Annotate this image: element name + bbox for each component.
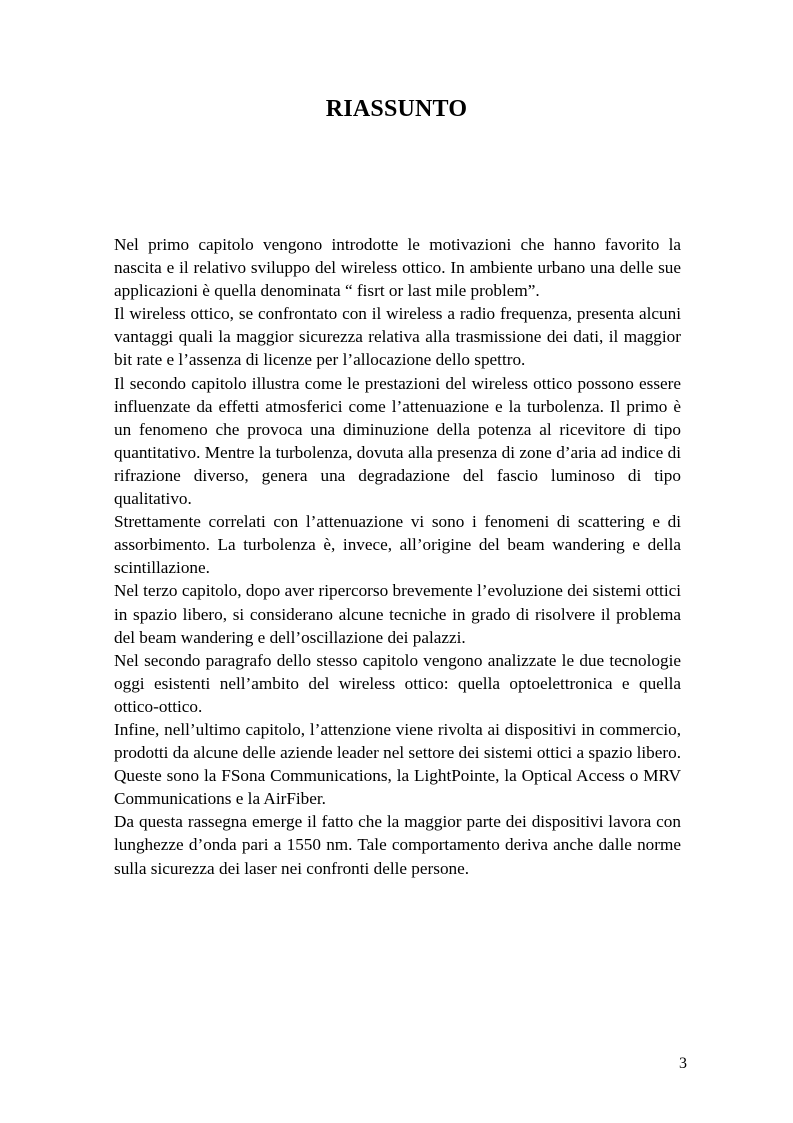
paragraph-6: Nel secondo paragrafo dello stesso capitolo vengono analizzate le due tecnologie oggi esistenti nell’ambito del wireless ottico: quella optoelettronica e quella ottico-ottico. [114, 650, 681, 716]
page-title: RIASSUNTO [325, 96, 468, 122]
paragraph-7: Infine, nell’ultimo capitolo, l’attenzione viene rivolta ai dispositivi in commercio, prodotti da alcune delle aziende leader nel settore dei sistemi ottici a spazio libero. Queste sono la FSona Communications, la LightPointe, la Optical Access o MRV Communications e la AirFiber. [114, 719, 681, 809]
paragraph-3: Il secondo capitolo illustra come le prestazioni del wireless ottico possono essere influenzate da effetti atmosferici come l’attenuazione e la turbolenza. Il primo è un fenomeno che provoca una diminuzione della potenza al ricevitore di tipo quantitativo. Mentre la turbolenza, dovuta alla presenza di zone d’aria ad indice di rifrazione diverso, genera una degradazione del fascio luminoso di tipo qualitativo. [114, 373, 681, 509]
paragraph-5: Nel terzo capitolo, dopo aver ripercorso brevemente l’evoluzione dei sistemi ottici in spazio libero, si considerano alcune tecniche in grado di risolvere il problema del beam wandering e dell’oscillazione dei palazzi. [114, 581, 681, 647]
page-number: 3 [679, 1055, 687, 1072]
summary-body [114, 233, 681, 880]
paragraph-1: Nel primo capitolo vengono introdotte le motivazioni che hanno favorito la nascita e il relativo sviluppo del wireless ottico. In ambiente urbano una delle sue applicazioni è quella denominata “ fisrt or last mile problem”. [114, 235, 681, 301]
paragraph-4: Strettamente correlati con l’attenuazione vi sono i fenomeni di scattering e di assorbimento. La turbolenza è, invece, all’origine del beam wandering e della scintillazione. [114, 512, 681, 578]
paragraph-8: Da questa rassegna emerge il fatto che la maggior parte dei dispositivi lavora con lunghezze d’onda pari a 1550 nm. Tale comportamento deriva anche dalle norme sulla sicurezza dei laser nei confronti delle persone. [114, 812, 681, 878]
paragraph-2: Il wireless ottico, se confrontato con il wireless a radio frequenza, presenta alcuni vantaggi quali la maggior sicurezza relativa alla trasmissione dei dati, il maggior bit rate e l’assenza di licenze per l’allocazione dello spettro. [114, 304, 681, 370]
